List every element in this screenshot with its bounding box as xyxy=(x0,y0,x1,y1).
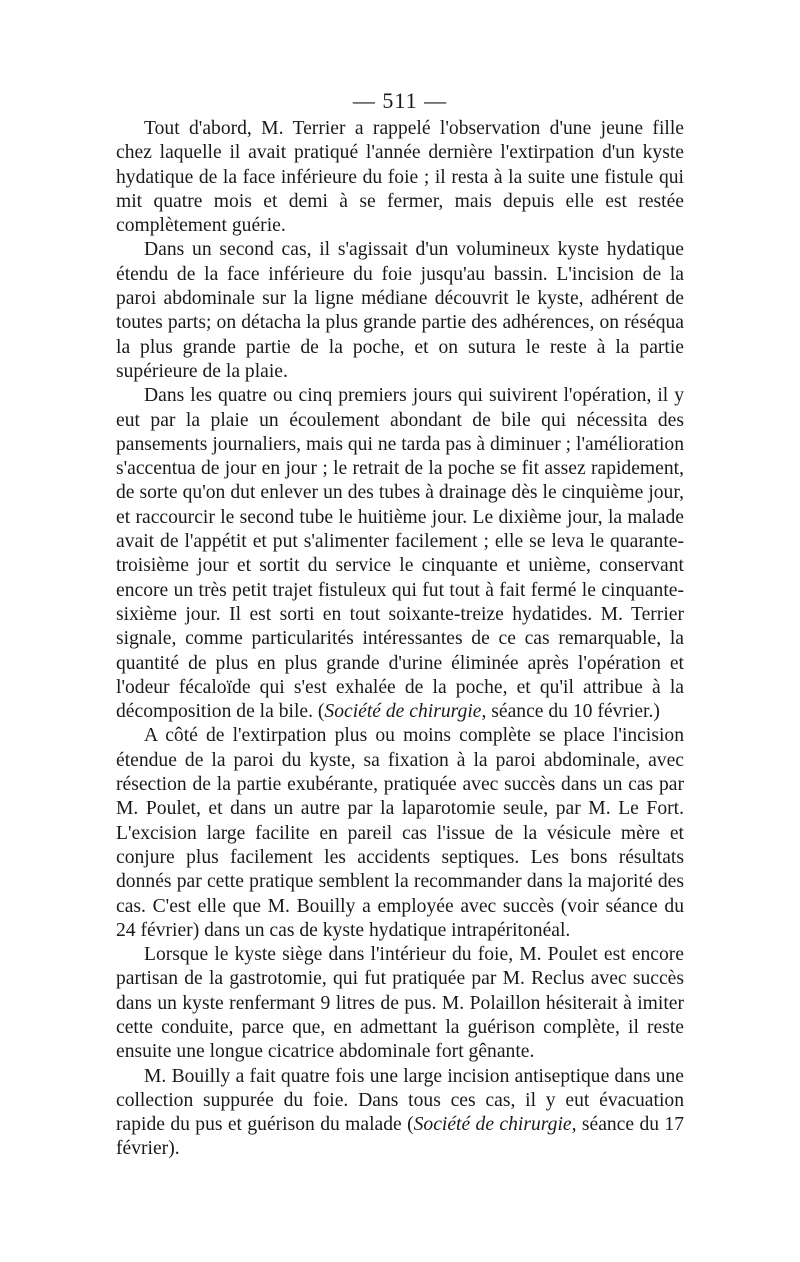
paragraph-text: Dans les quatre ou cinq premiers jours qui suivirent l'opération, il y eut par la plaie un écoulement abondant de bile qui nécessita des pansements journaliers, mais qui ne tarda pas à diminuer ; l'amélioration s'accentua de jour en jour ; le retrait de la poche se fit assez rapidement, de sorte qu'on dut enlever un des tubes à drainage dès le cinquième jour, et raccourcir le second tube le huitième jour. Le dixième jour, la malade avait de l'appétit et put s'alimenter facilement ; elle se leva le quarante-troisième jour et sortit du service le cinquante et unième, conservant encore un très petit trajet fistuleux qui fut tout à fait fermé le cinquante-sixième jour. Il est sorti en tout soixante-treize hydatides. M. Terrier signale, comme particularités intéressantes de ce cas remarquable, la quantité de plus en plus grande d'urine éliminée après l'opération et l'odeur fécaloïde qui s'est exhalée de la poche, et qu'il attribue à la décomposition de la bile. ( xyxy=(116,385,684,723)
paragraph-3 xyxy=(116,384,684,724)
citation-date: , séance du 10 février.) xyxy=(481,701,660,723)
paragraph-4 xyxy=(116,724,684,943)
page-number: — 511 — xyxy=(352,88,448,113)
body-text xyxy=(116,117,684,1162)
paragraph-2 xyxy=(116,238,684,384)
paragraph-6 xyxy=(116,1065,684,1162)
paragraph-1 xyxy=(116,117,684,238)
citation-date: , séance du 17 février). xyxy=(116,1114,684,1160)
paragraph-5 xyxy=(116,943,684,1064)
citation-journal: Société de chirurgie xyxy=(413,1114,572,1136)
paragraph-text: Dans un second cas, il s'agissait d'un volumineux kyste hydatique étendu de la face inférieure du foie jusqu'au bassin. L'incision de la paroi abdominale sur la ligne médiane découvrit le kyste, adhérent de toutes parts; on détacha la plus grande partie des adhérences, on réséqua la plus grande partie de la poche, et on sutura le reste à la partie supérieure de la plaie. xyxy=(116,239,684,382)
paragraph-text: M. Bouilly a fait quatre fois une large incision antiseptique dans une collection suppurée du foie. Dans tous ces cas, il y eut évacuation rapide du pus et guérison du malade ( xyxy=(116,1065,684,1136)
paragraph-text: Lorsque le kyste siège dans l'intérieur du foie, M. Poulet est encore partisan de la gastrotomie, qui fut pratiquée par M. Reclus avec succès dans un kyste renfermant 9 litres de pus. M. Polaillon hésiterait à imiter cette conduite, parce que, en admettant la guérison complète, il reste ensuite une longue cicatrice abdominale fort gênante. xyxy=(116,944,684,1063)
citation-journal: Société de chirurgie xyxy=(324,701,482,723)
paragraph-text: A côté de l'extirpation plus ou moins complète se place l'incision étendue de la paroi du kyste, sa fixation à la paroi abdominale, avec résection de la partie exubérante, pratiquée avec succès dans un cas par M. Poulet, et dans un autre par la laparotomie seule, par M. Le Fort. L'excision large facilite en pareil cas l'issue de la vésicule mère et conjure plus facilement les accidents septiques. Les bons résultats donnés par cette pratique semblent la recommander dans la majorité des cas. C'est elle que M. Bouilly a employée avec succès (voir séance du 24 février) dans un cas de kyste hydatique intrapéritonéal. xyxy=(116,725,684,941)
paragraph-text: Tout d'abord, M. Terrier a rappelé l'observation d'une jeune fille chez laquelle il avait pratiqué l'année dernière l'extirpation d'un kyste hydatique de la face inférieure du foie ; il resta à la suite une fistule qui mit quatre mois et demi à se fermer, mais depuis elle est restée complètement guérie. xyxy=(116,118,684,237)
